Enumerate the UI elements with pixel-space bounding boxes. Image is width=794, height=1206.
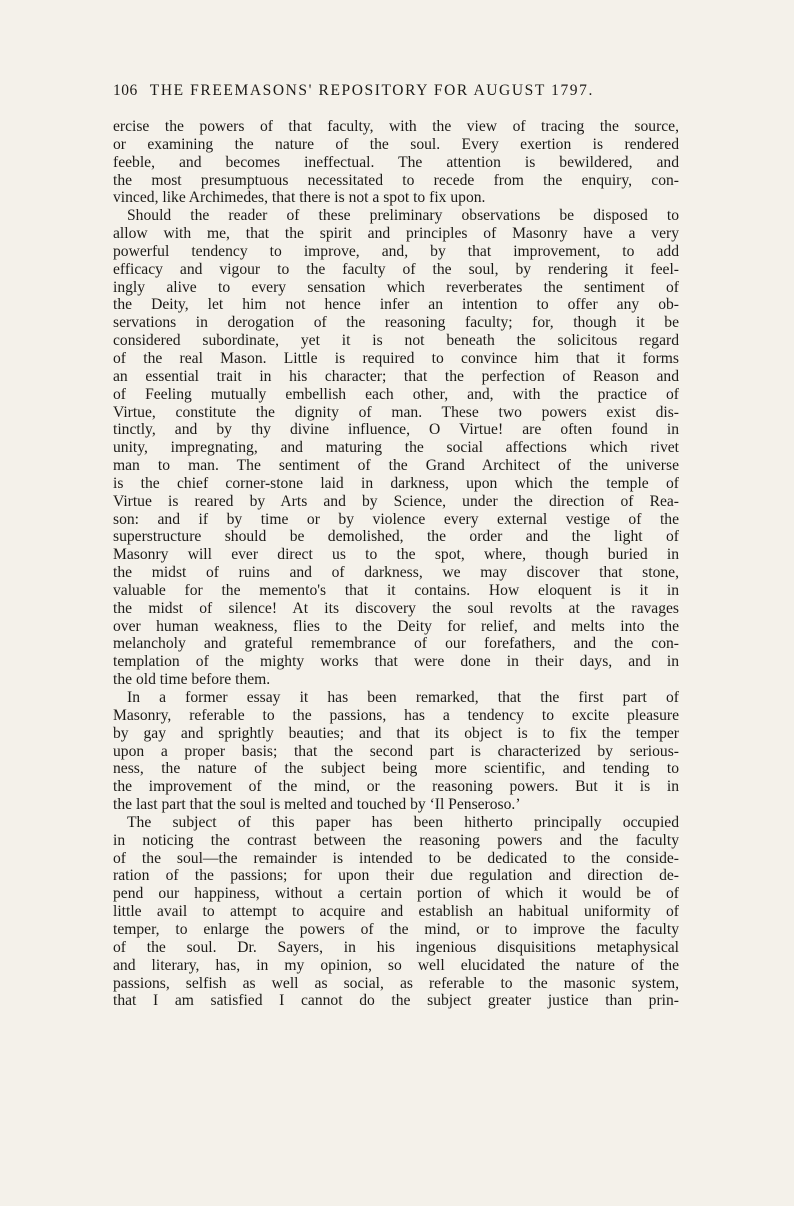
text-line: superstructure should be demolished, the order and the light of (113, 528, 679, 546)
text-line: of the soul—the remainder is intended to be dedicated to the conside- (113, 849, 679, 867)
text-line: ness, the nature of the subject being more scientific, and tending to (113, 760, 679, 778)
text-line: of the soul. Dr. Sayers, in his ingenious disquisitions metaphysical (113, 938, 679, 956)
text-line: over human weakness, flies to the Deity for relief, and melts into the (113, 617, 679, 635)
text-line: is the chief corner-stone laid in darkness, upon which the temple of (113, 474, 679, 492)
text-line: the midst of ruins and of darkness, we may discover that stone, (113, 564, 679, 582)
text-line: of Feeling mutually embellish each other, and, with the practice of (113, 385, 679, 403)
text-line: efficacy and vigour to the faculty of the soul, by rendering it feel- (113, 260, 679, 278)
text-line: the most presumptuous necessitated to recede from the enquiry, con- (113, 171, 679, 189)
page-number: 106 (113, 82, 138, 99)
text-line: templation of the mighty works that were done in their days, and in (113, 653, 679, 671)
text-line: vinced, like Archimedes, that there is not a spot to fix upon. (113, 189, 486, 207)
text-line: The subject of this paper has been hitherto principally occupied (127, 813, 679, 831)
text-line: considered subordinate, yet it is not beneath the solicitous regard (113, 332, 679, 350)
text-line: feeble, and becomes ineffectual. The attention is bewildered, and (113, 153, 679, 171)
text-line: Masonry will ever direct us to the spot, where, though buried in (113, 546, 679, 564)
running-title: THE FREEMASONS' REPOSITORY FOR AUGUST 1797. (149, 82, 594, 99)
text-line: valuable for the memento's that it contains. How eloquent is it in (113, 581, 679, 599)
text-line: or examining the nature of the soul. Every exertion is rendered (113, 135, 679, 153)
text-line: temper, to enlarge the powers of the mind, or to improve the faculty (113, 920, 679, 938)
text-line: little avail to attempt to acquire and establish an habitual uniformity of (113, 903, 679, 921)
text-line: ingly alive to every sensation which reverberates the sentiment of (113, 278, 679, 296)
text-line: that I am satisfied I cannot do the subject greater justice than prin- (113, 992, 679, 1010)
text-line: In a former essay it has been remarked, that the first part of (127, 689, 679, 706)
text-line: allow with me, that the spirit and principles of Masonry have a very (113, 225, 679, 243)
text-line: an essential trait in his character; that the perfection of Reason and (113, 367, 679, 385)
text-line: tinctly, and by thy divine influence, O Virtue! are often found in (113, 421, 679, 439)
text-line: of the real Mason. Little is required to convince him that it forms (113, 349, 679, 367)
text-line: melancholy and grateful remembrance of our forefathers, and the con- (113, 635, 679, 653)
text-line: upon a proper basis; that the second part is characterized by serious- (113, 742, 679, 760)
text-line: and literary, has, in my opinion, so well elucidated the nature of the (113, 956, 679, 974)
text-line: ration of the passions; for upon their due regulation and direction de- (113, 867, 679, 885)
text-line: man to man. The sentiment of the Grand Architect of the universe (113, 457, 679, 475)
page (113, 82, 679, 1010)
text-line: Virtue, constitute the dignity of man. These two powers exist dis- (113, 403, 679, 421)
text-line: pend our happiness, without a certain portion of which it would be of (113, 885, 679, 903)
text-line: the improvement of the mind, or the reasoning powers. But it is in (113, 778, 679, 796)
text-line: powerful tendency to improve, and, by that improvement, to add (113, 242, 679, 260)
text-line: in noticing the contrast between the reasoning powers and the faculty (113, 831, 679, 849)
text-line: by gay and sprightly beauties; and that its object is to fix the temper (113, 724, 679, 742)
text-line: ercise the powers of that faculty, with the view of tracing the source, (113, 118, 679, 135)
text-line: servations in derogation of the reasoning faculty; for, though it be (113, 314, 679, 332)
text-line: Masonry, referable to the passions, has a tendency to excite pleasure (113, 706, 679, 724)
text-line: unity, impregnating, and maturing the social affections which rivet (113, 439, 679, 457)
article-body (113, 118, 679, 1010)
text-line: Should the reader of these preliminary observations be disposed to (127, 207, 679, 225)
text-line: passions, selfish as well as social, as referable to the masonic system, (113, 974, 679, 992)
running-head (113, 82, 679, 112)
text-line: son: and if by time or by violence every external vestige of the (113, 510, 679, 528)
text-line: the midst of silence! At its discovery the soul revolts at the ravages (113, 599, 679, 617)
text-line: the last part that the soul is melted and touched by ‘Il Penseroso.’ (113, 796, 521, 814)
text-line: the old time before them. (113, 671, 271, 689)
text-line: Virtue is reared by Arts and by Science, under the direction of Rea- (113, 492, 679, 510)
text-line: the Deity, let him not hence infer an intention to offer any ob- (113, 296, 679, 314)
